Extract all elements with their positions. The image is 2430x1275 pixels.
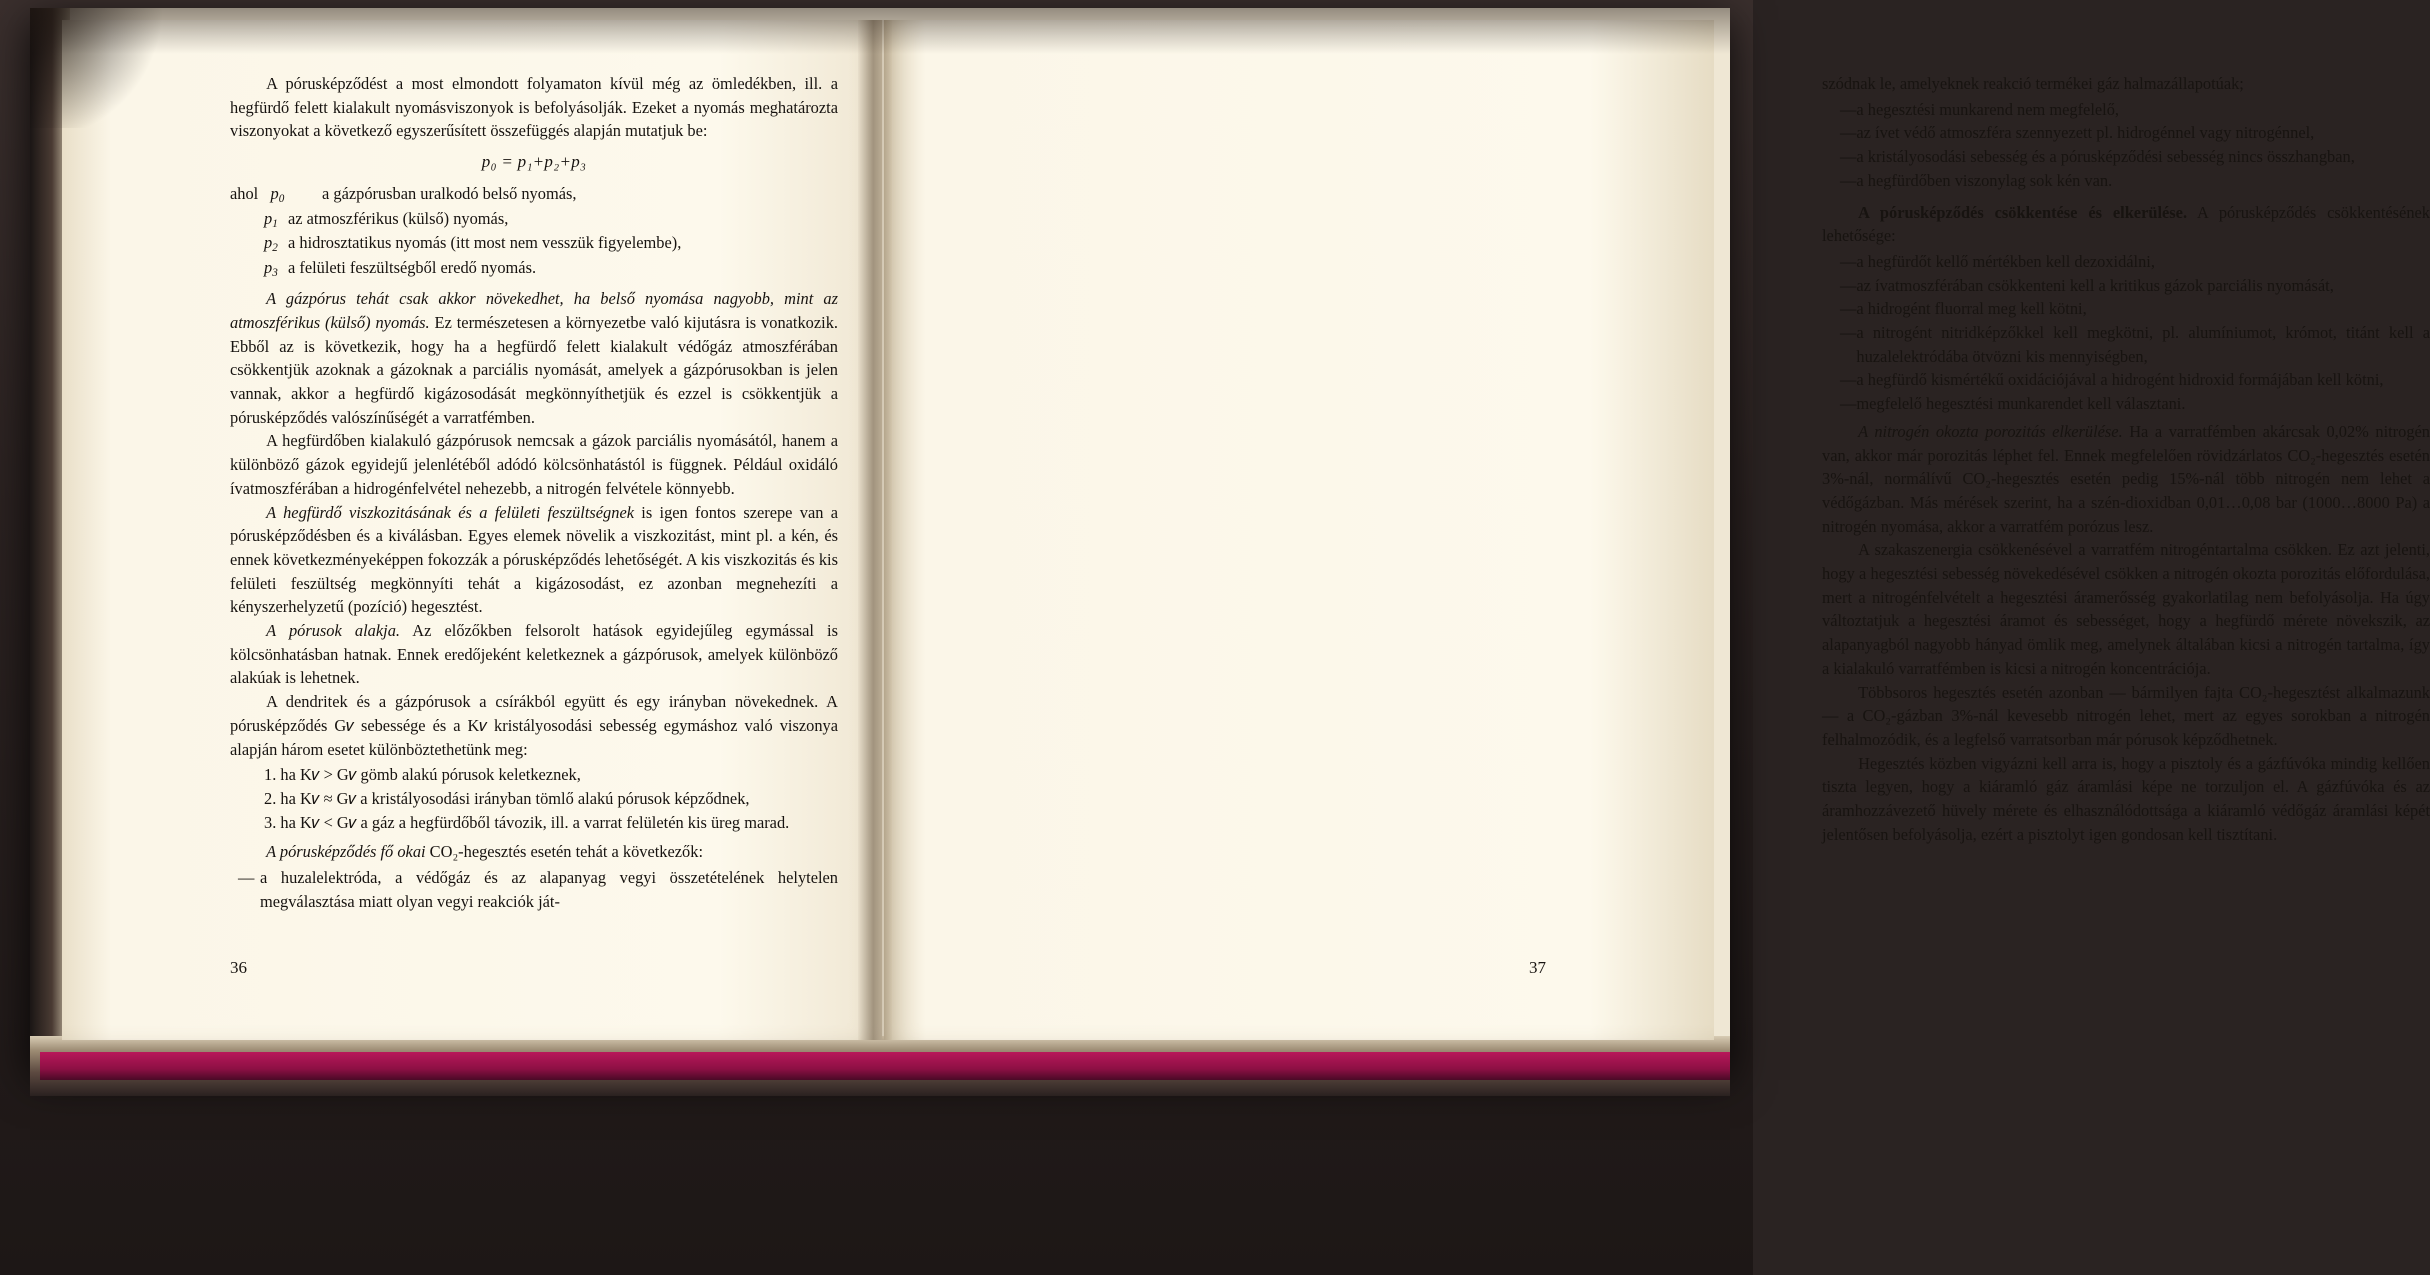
book-gutter-shadow bbox=[858, 20, 892, 1040]
paragraph: A pórusképződést a most elmondott folyamaton kívül még az ömledékben, ill. a hegfürdő felett kialakult nyomásviszonyok is befolyásolják. Ezeket a nyomás meghatározta viszonyokat a következő egyszerűsített összefüggés alapján mutatjuk be: bbox=[230, 74, 838, 141]
symbol-p0: $p_0$ bbox=[270, 183, 285, 205]
list-item-text: a hegesztési munkarend nem megfelelő, bbox=[1856, 99, 2119, 119]
list-item: 3. ha K𝑣 < G𝑣 a gáz a hegfürdőből távozik, ill. a varrat felületén kis üreg marad. bbox=[264, 812, 790, 832]
numbered-list bbox=[230, 763, 838, 834]
list-item: 1. ha K𝑣 > G𝑣 gömb alakú pórusok keletkeznek, bbox=[264, 765, 581, 785]
dash-marker: — bbox=[238, 868, 255, 888]
definition-text: a felületi feszültségből eredő nyomás. bbox=[288, 258, 537, 278]
symbol-definition-list bbox=[230, 182, 838, 282]
symbol-p3: $p_3$ bbox=[264, 258, 278, 280]
paragraph: A dendritek és a gázpórusok a csírákból együtt és egy irányban növekednek. A pórusképződés G𝑣 sebessége és a K𝑣 kristályosodási sebesség egymáshoz való viszonya alapján három esetet különböztethetünk meg: bbox=[230, 692, 838, 759]
list-item-text: megfelelő hegesztési munkarendet kell választani. bbox=[1856, 394, 2186, 414]
list-item-text: az ívatmoszférában csökkenteni kell a kritikus gázok parciális nyomását, bbox=[1856, 275, 2334, 295]
italic-lead: A gázpórus tehát csak akkor növekedhet, ha belső nyomása nagyobb, mint az atmoszférikus (külső) nyomás. bbox=[230, 289, 838, 332]
paragraph bbox=[230, 287, 838, 429]
paragraph-rest: CO₂-hegesztés esetén tehát a következők: bbox=[425, 842, 703, 862]
symbol-p2: $p_2$ bbox=[264, 233, 278, 255]
list-item bbox=[1822, 121, 2430, 145]
paragraph-rest: is igen fontos szerepe van a pórusképződésben és a kiválásban. Egyes elemek növelik a viszkozitást, mint pl. a kén, és ennek következményeképpen fokozzák a pórusképződés lehetőségét. A kis viszkozitás és kis felületi feszültség megkönnyíti tehát a kigázosodást, ez azonban megnehezíti a kényszerhelyzetű (pozíció) hegesztést. bbox=[230, 502, 838, 617]
dash-marker: — bbox=[1840, 147, 1857, 167]
italic-lead: A hegfürdő viszkozitásának és a felületi feszültségnek bbox=[266, 502, 634, 522]
paragraph-rest: Ez természetesen a környezetbe való kijutásra is vonatkozik. Ebből az is következik, hogy ha a hegfürdő felett kialakult védőgáz atmoszférában csökkentjük azoknak a gázoknak a parciális nyomását, amelyek a gázpórusokban is jelen vannak, akkor a hegfürdő kigázosodását megkönnyíthetjük és ezzel is csökkentjük a pórusképződés valószínűségét a varratfémben. bbox=[230, 312, 838, 427]
list-item bbox=[1822, 297, 2430, 321]
definition-text: a hidrosztatikus nyomás (itt most nem vesszük figyelembe), bbox=[288, 233, 682, 253]
paragraph bbox=[230, 840, 838, 864]
formula-pressure-sum: p₀ = p₁+p₂+p₃ bbox=[481, 152, 587, 172]
italic-lead: A pórusképződés fő okai bbox=[266, 842, 426, 862]
page-right bbox=[884, 20, 2430, 1040]
definition-text: az atmoszférikus (külső) nyomás, bbox=[288, 208, 509, 228]
list-item bbox=[1822, 169, 2430, 193]
list-item bbox=[1822, 368, 2430, 392]
right-page-text-column bbox=[1822, 72, 2430, 847]
paragraph bbox=[230, 501, 838, 620]
paragraph: A szakaszenergia csökkenésével a varratfém nitrogéntartalma csökken. Ez azt jelenti, hogy a hegesztési sebesség növekedésével csökken a nitrogén okozta porozitás előfordulása, mert a nitrogénfelvételt a hegesztési áramerősség gyakorlatilag nem befolyásolja. Ha úgy változtatjuk a hegesztési áramot és sebességet, hogy a hegfürdő mérete növekszik, az alapanyagból nagyobb hányad ömlik meg, amelynek általában kicsi a nitrogén tartalma, így a kialakuló varratfémben is kicsi a nitrogén koncentrációja. bbox=[1822, 540, 2430, 678]
dash-marker: — bbox=[1840, 275, 1857, 295]
heading-rest: A pórusképződés csökkentésének lehetősége: bbox=[1822, 202, 2430, 246]
list-item bbox=[1822, 274, 2430, 298]
list-item bbox=[1822, 392, 2430, 416]
list-item-text: a hegfürdő kismértékű oxidációjával a hidrogént hidroxid formájában kell kötni, bbox=[1856, 370, 2384, 390]
definition-text: a gázpórusban uralkodó belső nyomás, bbox=[322, 183, 577, 203]
ahol-word: ahol bbox=[230, 183, 259, 203]
paragraph bbox=[1822, 420, 2430, 539]
paragraph-rest: Ha a varratfémben akárcsak 0,02% nitrogén van, akkor már porozitás léphet fel. Ennek megfelelően rövidzárlatos CO₂-hegesztés esetén 3%-nál, normálívű CO₂-hegesztés esetén pedig 15%-nál több nitrogén nem lehet a védőgázban. Más mérések szerint, ha a szén-dioxidban 0,01…0,08 bar (1000…8000 Pa) a nitrogén nyomása, akkor a varratfém porózus lesz. bbox=[1822, 421, 2430, 536]
section-heading: A pórusképződés csökkentése és elkerülése. bbox=[1858, 202, 2188, 222]
dash-list-causes bbox=[1822, 98, 2430, 193]
definition-row bbox=[230, 256, 838, 281]
list-item-text: a hegfürdőben viszonylag sok kén van. bbox=[1856, 170, 2113, 190]
italic-lead: A pórusok alakja. bbox=[266, 621, 400, 641]
page-left bbox=[62, 20, 882, 1040]
dash-marker: — bbox=[1840, 99, 1857, 119]
section-heading-paragraph bbox=[1822, 201, 2430, 248]
symbol-p1: $p_1$ bbox=[264, 208, 278, 230]
paragraph-rest: Az előzőkben felsorolt hatások egyidejűleg egymással is kölcsönhatásban hatnak. Ennek eredőjeként keletkeznek a gázpórusok, amelyek különböző alakúak is lehetnek. bbox=[230, 621, 838, 688]
dash-marker: — bbox=[1840, 123, 1857, 143]
definition-row bbox=[230, 231, 838, 256]
list-item-text: a huzalelektróda, a védőgáz és az alapanyag vegyi összetételének helytelen megválasztása miatt olyan vegyi reakciók ját- bbox=[260, 868, 838, 911]
list-item bbox=[1822, 98, 2430, 122]
italic-lead: A nitrogén okozta porozitás elkerülése. bbox=[1858, 421, 2123, 441]
list-item bbox=[1822, 321, 2430, 368]
left-page-text-column bbox=[230, 72, 838, 914]
dash-marker: — bbox=[1840, 323, 1857, 343]
list-item bbox=[230, 866, 838, 913]
paragraph: Többsoros hegesztés esetén azonban — bármilyen fajta CO₂-hegesztést alkalmazunk — a CO₂-gázban 3%-nál kevesebb nitrogén lehet, mert az egyes sorokban a nitrogén felhalmozódik, és a legfelső varratsorban már pórusok képződhetnek. bbox=[1822, 682, 2430, 749]
definition-row bbox=[230, 182, 838, 207]
paragraph-continuation: szódnak le, amelyeknek reakció termékei gáz halmazállapotúak; bbox=[1822, 74, 2244, 93]
paragraph bbox=[230, 619, 838, 690]
page-number-right: 37 bbox=[1529, 958, 1546, 977]
formula-intro-label bbox=[230, 182, 322, 207]
dash-marker: — bbox=[1840, 170, 1857, 190]
list-item-text: a nitrogént nitridképzőkkel kell megkötni, pl. alumíniumot, krómot, titánt kell a huzalelektródába ötvözni kis mennyiségben, bbox=[1856, 323, 2430, 366]
paragraph: A hegfürdőben kialakuló gázpórusok nemcsak a gázok parciális nyomásától, hanem a különböző gázok egyidejű jelenlétéből adódó kölcsönhatástól is függnek. Például oxidáló ívatmoszférában a hidrogénfelvétel nehezebb, a nitrogén felvétele könnyebb. bbox=[230, 431, 838, 498]
dash-marker: — bbox=[1840, 370, 1857, 390]
list-item-text: az ívet védő atmoszféra szennyezett pl. hidrogénnel vagy nitrogénnel, bbox=[1856, 123, 2315, 143]
dash-list-remedies bbox=[1822, 250, 2430, 416]
paragraph: Hegesztés közben vigyázni kell arra is, hogy a pisztoly és a gázfúvóka mindig kellően tiszta legyen, hogy a kiáramló gáz áramlási képe ne torzuljon el. A gázfúvóka és az áramhozzávezető hüvely mérete és elhasználódottsága a kiáramló védőgáz áramlási képét jelentősen befolyásolja, ezért a pisztolyt igen gondosan kell tisztítani. bbox=[1822, 753, 2430, 844]
page-number-left: 36 bbox=[230, 958, 247, 977]
dash-marker: — bbox=[1840, 251, 1857, 271]
dash-marker: — bbox=[1840, 394, 1857, 414]
list-item-text: a hidrogént fluorral meg kell kötni, bbox=[1856, 299, 2087, 319]
book-cover-strip bbox=[40, 1052, 1730, 1080]
dash-marker: — bbox=[1840, 299, 1857, 319]
list-item-text: a kristályosodási sebesség és a pórusképződési sebesség nincs összhangban, bbox=[1856, 147, 2355, 167]
dash-list bbox=[230, 866, 838, 913]
list-item: 2. ha K𝑣 ≈ G𝑣 a kristályosodási irányban tömlő alakú pórusok képződnek, bbox=[264, 789, 750, 808]
definition-row bbox=[230, 207, 838, 232]
list-item bbox=[1822, 145, 2430, 169]
list-item-text: a hegfürdőt kellő mértékben kell dezoxidálni, bbox=[1856, 251, 2155, 271]
list-item bbox=[1822, 250, 2430, 274]
